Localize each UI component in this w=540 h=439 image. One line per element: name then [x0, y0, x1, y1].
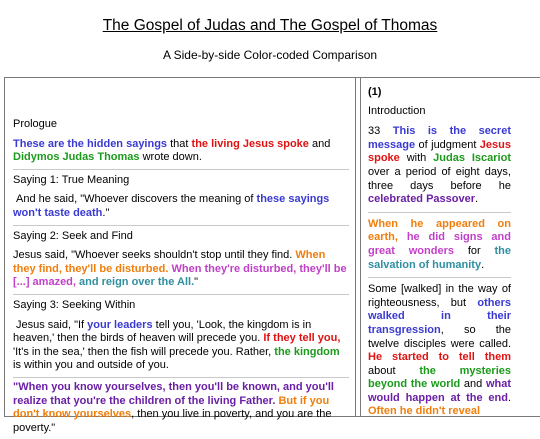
saying-3-text: Jesus said, "If your leaders tell you, 'Look, the kingdom is in heaven,' then the birds of heaven will precede you. If they tell you, 'It's in the sea,' then the fish will precede you. Rather, the kingdom is within you and outside of you. — [13, 318, 341, 372]
saying-1-highlight: these sayings won't taste death — [13, 193, 330, 219]
judas-mysteries: the mysteries beyond the world — [368, 364, 511, 391]
saying-1-text: And he said, "Whoever discovers the meaning of these sayings won't taste death." — [13, 193, 330, 219]
saying-3-leaders: your leaders — [87, 318, 153, 331]
judas-iscariot: Judas Iscariot — [433, 152, 511, 165]
prologue-hidden-sayings: These are the hidden sayings — [13, 137, 168, 150]
judas-salvation: the salvation of humanity — [368, 244, 512, 271]
saying-2-reign: and reign over the All. — [75, 276, 195, 289]
judas-signs-and-wonders: he did signs and great wonders — [368, 231, 511, 257]
prologue-didymos: Didymos Judas Thomas — [13, 151, 140, 164]
judas-passover: celebrated Passover — [368, 193, 476, 206]
prologue-living-jesus: the living Jesus spoke — [191, 137, 309, 150]
saying-3-if-they-tell: If they tell you, — [263, 332, 341, 345]
thomas-column — [13, 114, 349, 439]
column-divider — [355, 77, 361, 417]
saying-3-know-yourselves: "When you know yourselves, then you'll be known, and you'll realize that you're the children of the living Father. — [13, 380, 334, 407]
judas-secret-message: This is the secret message — [368, 125, 511, 151]
judas-appeared-on-earth: When he appeared on earth, — [368, 217, 511, 244]
prologue-heading: Prologue — [13, 118, 58, 130]
judas-at-the-end: what would happen at the end — [368, 378, 511, 404]
saying-2-amazed: When they're disturbed, they'll be [...] amazed, — [13, 262, 347, 289]
judas-paragraph-1: 33 This is the secret message of judgment Jesus spoke with Judas Iscariot over a period of eight days, three days before he celebrated Passover. — [368, 125, 511, 206]
judas-paragraph-3: Some [walked] in the way of righteousness, but others walked in their transgression, so the twelve disciples were called. He started to tell them about the mysteries beyond the world and what would happen at the end. Often he didn't reveal — [368, 277, 511, 424]
judas-tell-them: He started to tell them — [368, 351, 511, 364]
saying-3-poverty: But if you don't know yourselves — [13, 394, 330, 421]
page-subtitle: A Side-by-side Color-coded Comparison — [162, 48, 378, 62]
saying-1-heading: Saying 1: True Meaning — [13, 169, 349, 191]
prologue-text: These are the hidden sayings that the living Jesus spoke and Didymos Judas Thomas wrote down. — [13, 137, 331, 164]
saying-3-heading: Saying 3: Seeking Within — [13, 294, 349, 316]
judas-transgression: others walked in their transgression — [368, 296, 511, 336]
saying-3-text-2: "When you know yourselves, then you'll be known, and you'll realize that you're the children of the living Father. But if you don't know yourselves, then you live in poverty, and you are the poverty." — [13, 377, 349, 439]
judas-jesus-spoke: Jesus spoke — [368, 138, 511, 165]
saying-2-disturbed: When they find, they'll be disturbed. — [13, 249, 326, 275]
saying-2-heading: Saying 2: Seek and Find — [13, 225, 349, 247]
judas-column — [368, 86, 511, 424]
introduction-heading: Introduction — [368, 104, 426, 117]
judas-didnt-reveal: Often he didn't reveal — [368, 405, 481, 418]
saying-3-kingdom: the kingdom — [274, 345, 340, 358]
section-number: (1) — [368, 86, 382, 98]
saying-2-text: Jesus said, "Whoever seeks shouldn't stop until they find. When they find, they'll be disturbed. When they're disturbed, they'll be [...] amazed, and reign over the All." — [13, 249, 347, 289]
judas-paragraph-2: When he appeared on earth, he did signs and great wonders for the salvation of humanity. — [368, 212, 511, 277]
page-title: The Gospel of Judas and The Gospel of Thomas — [102, 17, 438, 34]
